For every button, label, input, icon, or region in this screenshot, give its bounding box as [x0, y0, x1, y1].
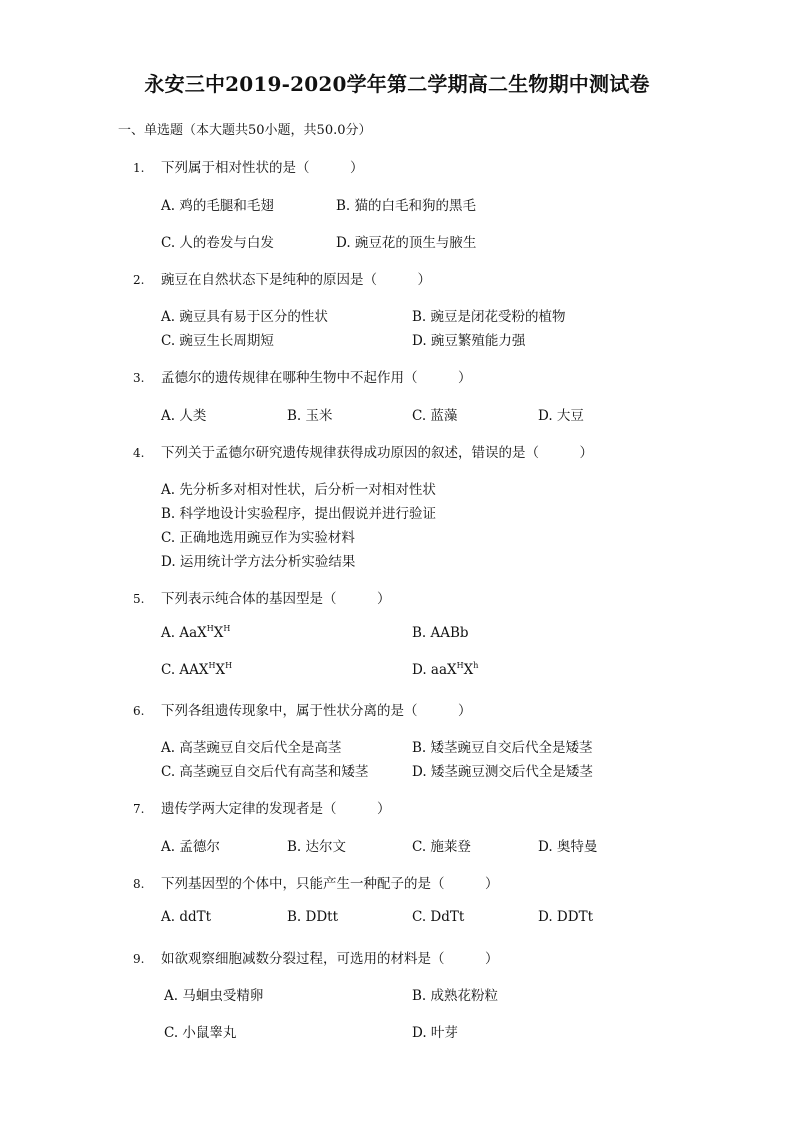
option-a: A. 马蛔虫受精卵 — [164, 988, 264, 1004]
option-b: B. 玉米 — [287, 408, 333, 424]
option-a: A. 孟德尔 — [161, 839, 220, 855]
question-number: 5. — [133, 592, 145, 606]
option-a: A. 高茎豌豆自交后代全是高茎 — [161, 740, 342, 756]
option-d: D. 豌豆繁殖能力强 — [412, 333, 526, 349]
option-b: B. 猫的白毛和狗的黑毛 — [336, 198, 477, 214]
option-c: C. 人的卷发与白发 — [161, 235, 274, 251]
option-c: C. 正确地选用豌豆作为实验材料 — [161, 530, 355, 546]
option-d: D. 大豆 — [538, 408, 584, 424]
question-text: 下列各组遗传现象中，属于性状分离的是（ ） — [161, 703, 472, 719]
question-number: 6. — [133, 704, 145, 718]
question-number: 1. — [133, 161, 145, 175]
option-c: C. 小鼠睾丸 — [164, 1025, 237, 1041]
option-d: D. DDTt — [538, 909, 594, 925]
option-a: A. 豌豆具有易于区分的性状 — [161, 309, 328, 325]
option-b: B. DDtt — [287, 909, 339, 925]
option-b: B. 矮茎豌豆自交后代全是矮茎 — [412, 740, 593, 756]
question-number: 3. — [133, 371, 145, 385]
section-heading: 一、单选题（本大题共50小题，共50.0分） — [118, 123, 372, 138]
question-text: 下列表示纯合体的基因型是（ ） — [161, 591, 391, 607]
option-d: D. 奥特曼 — [538, 839, 598, 855]
option-a: A. 先分析多对相对性状，后分析一对相对性状 — [161, 482, 436, 498]
option-b: B. 达尔文 — [287, 839, 347, 855]
question-text: 如欲观察细胞减数分裂过程，可选用的材料是（ ） — [161, 951, 499, 967]
question-number: 7. — [133, 802, 145, 816]
option-c: C. $AAX^HX^H$ — [161, 661, 233, 678]
option-c: C. 高茎豌豆自交后代有高茎和矮茎 — [161, 764, 369, 780]
option-c: C. DdTt — [412, 909, 465, 925]
question-number: 4. — [133, 446, 145, 460]
page-title: 永安三中2019-2020学年第二学期高二生物期中测试卷 — [144, 72, 650, 96]
option-c: C. 施莱登 — [412, 839, 471, 855]
question-text: 豌豆在自然状态下是纯种的原因是（ ） — [161, 272, 431, 288]
question-number: 8. — [133, 877, 145, 891]
option-c: C. 豌豆生长周期短 — [161, 333, 274, 349]
option-b: B. 成熟花粉粒 — [412, 988, 499, 1004]
option-d: D. 叶芽 — [412, 1025, 458, 1041]
option-d: D. $aaX^HX^h$ — [412, 661, 479, 678]
question-text: 下列关于孟德尔研究遗传规律获得成功原因的叙述，错误的是（ ） — [161, 445, 593, 461]
question-number: 2. — [133, 273, 145, 287]
question-text: 下列基因型的个体中，只能产生一种配子的是（ ） — [161, 876, 499, 892]
option-a: A. ddTt — [161, 909, 212, 925]
option-a: A. $AaX^HX^H$ — [161, 624, 231, 641]
option-b: B. 豌豆是闭花受粉的植物 — [412, 309, 566, 325]
option-c: C. 蓝藻 — [412, 408, 458, 424]
question-text: 孟德尔的遗传规律在哪种生物中不起作用（ ） — [161, 370, 472, 386]
option-b: B. AABb — [412, 625, 469, 641]
option-d: D. 矮茎豌豆测交后代全是矮茎 — [412, 764, 593, 780]
option-d: D. 运用统计学方法分析实验结果 — [161, 554, 356, 570]
question-text: 遗传学两大定律的发现者是（ ） — [161, 801, 391, 817]
question-text: 下列属于相对性状的是（ ） — [161, 160, 364, 176]
option-b: B. 科学地设计实验程序，提出假说并进行验证 — [161, 506, 437, 522]
option-d: D. 豌豆花的顶生与腋生 — [336, 235, 477, 251]
question-number: 9. — [133, 952, 145, 966]
option-a: A. 人类 — [161, 408, 207, 424]
option-a: A. 鸡的毛腿和毛翅 — [161, 198, 274, 214]
